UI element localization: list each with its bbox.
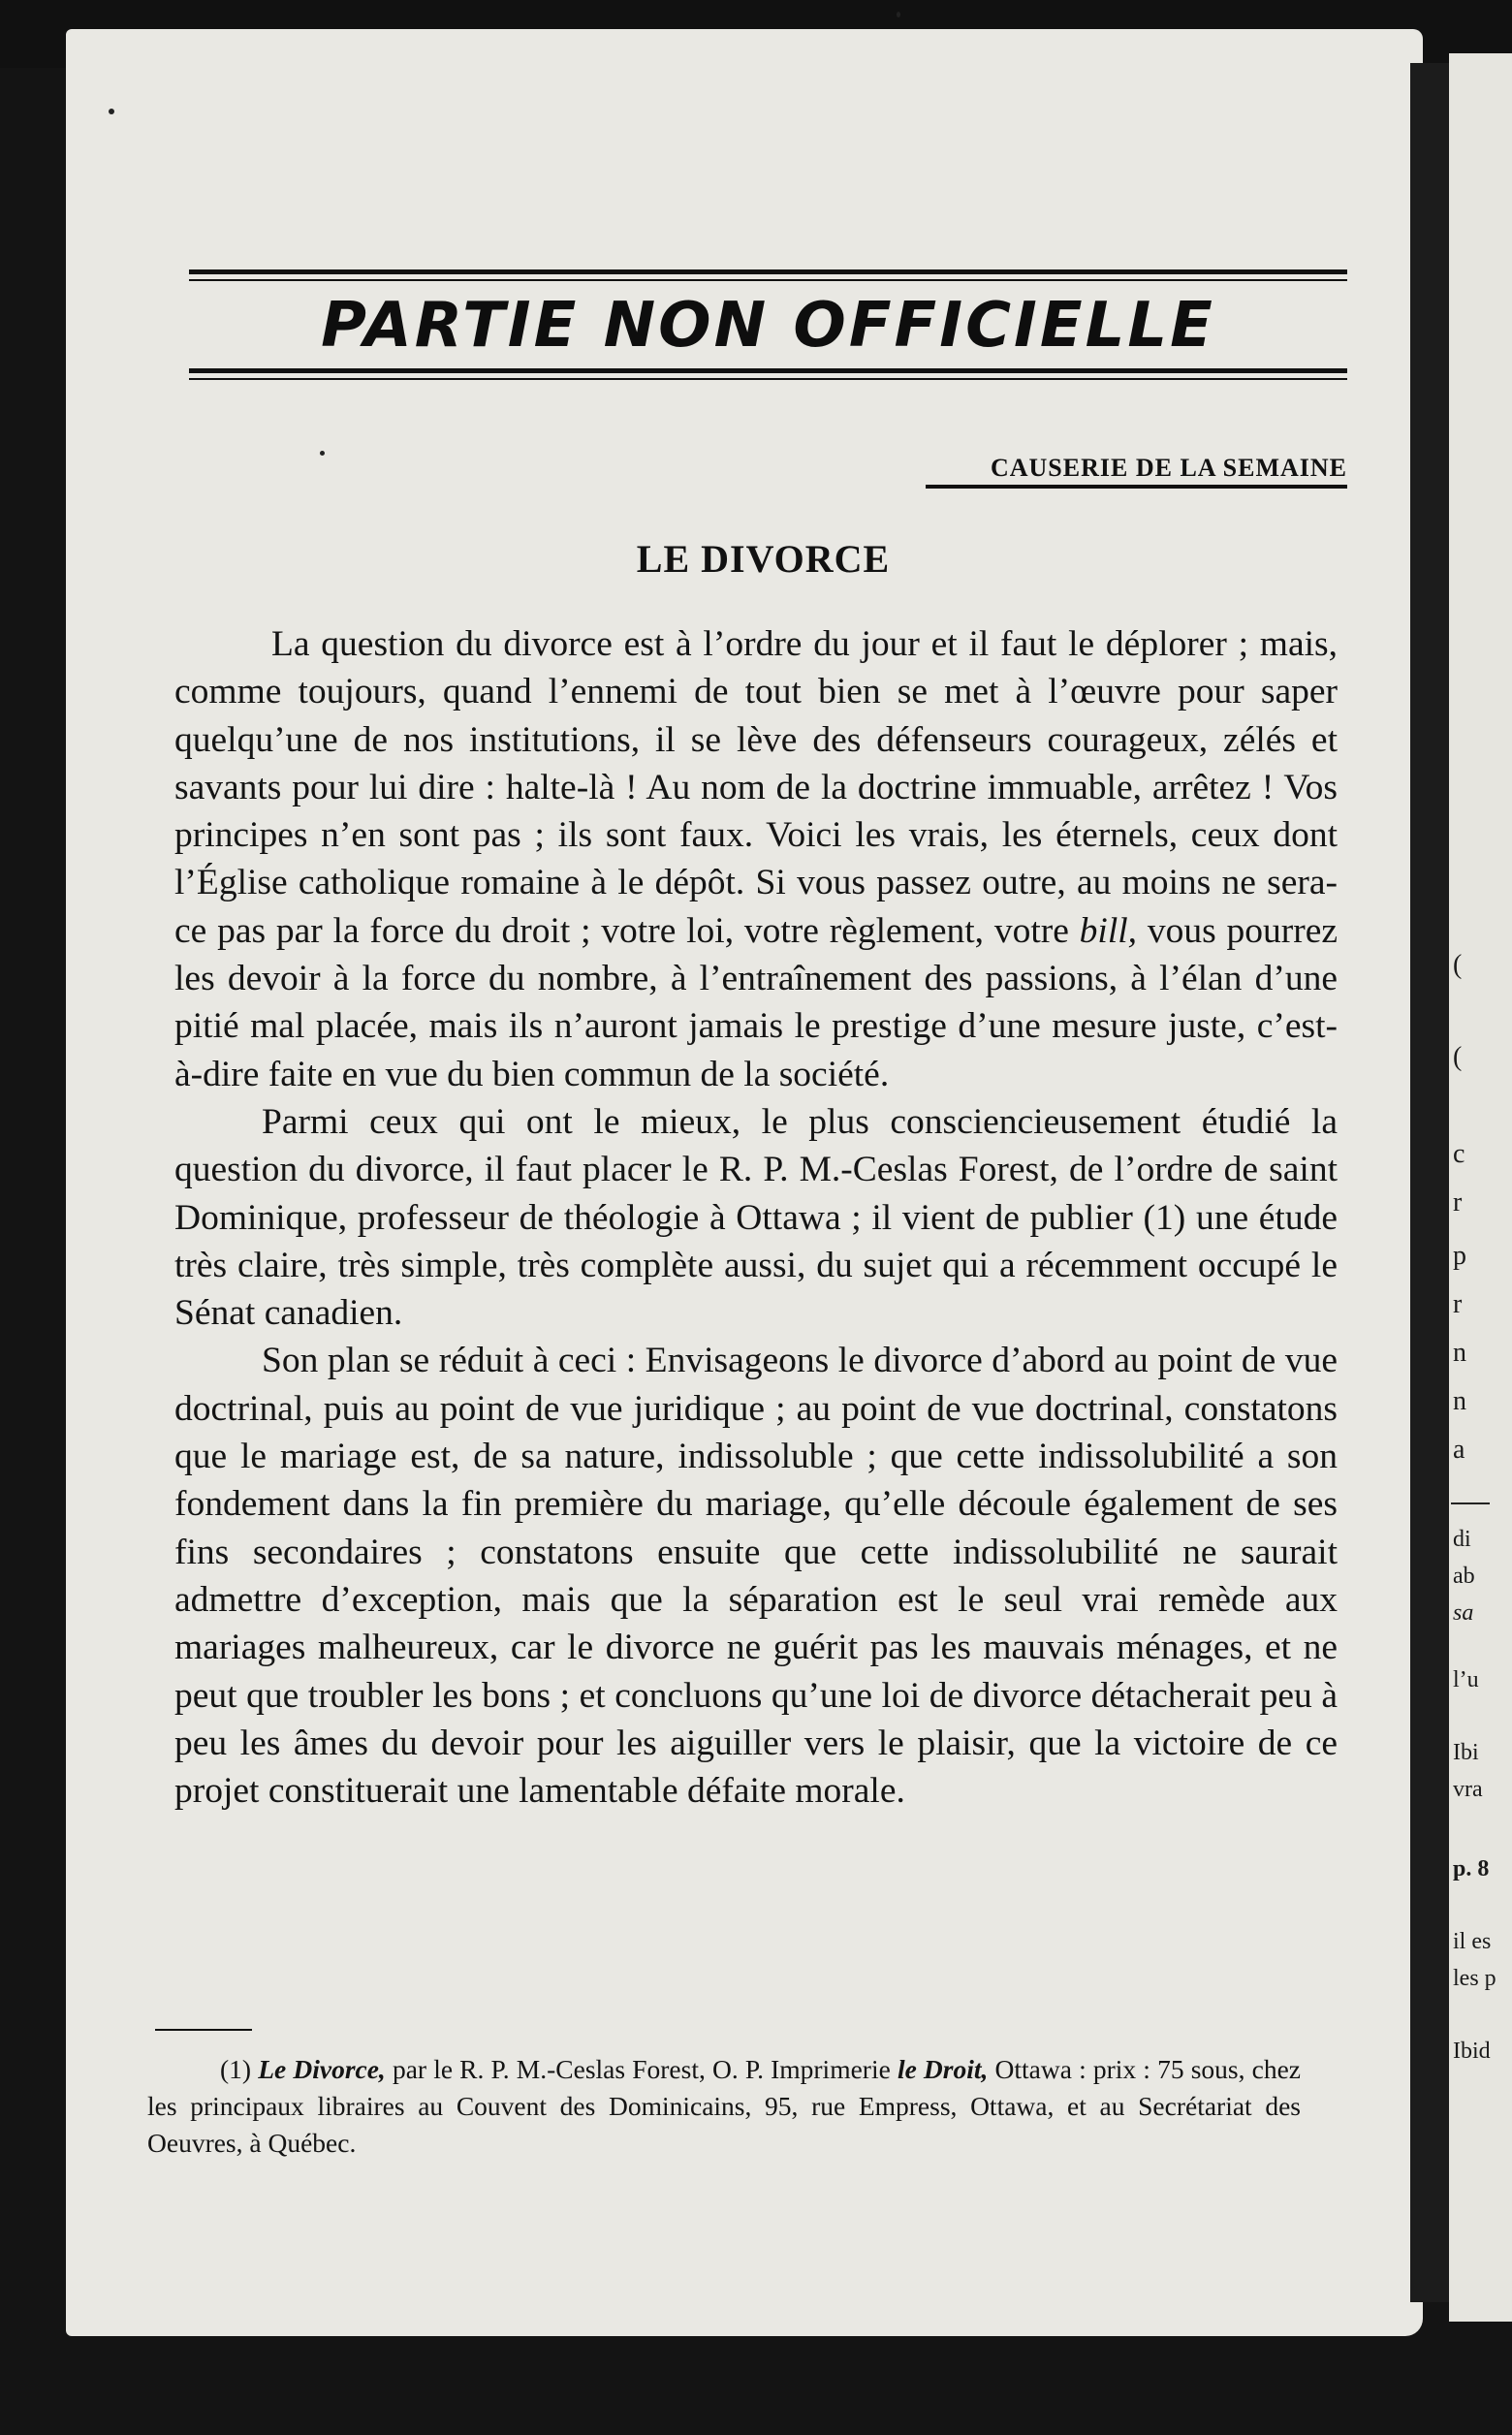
italic-term: bill, (1079, 910, 1138, 951)
article-title: LE DIVORCE (636, 537, 891, 581)
column-label: CAUSERIE DE LA SEMAINE (926, 454, 1347, 489)
adjacent-page-rule (1451, 1502, 1490, 1504)
adjacent-page-fragment: il es (1453, 1929, 1492, 1954)
adjacent-page-fragment: Ibi (1453, 1740, 1479, 1765)
adjacent-page-fragment: ( (1453, 950, 1463, 980)
section-title: PARTIE NON OFFICIELLE (321, 290, 1215, 362)
header-rule-bottom (189, 368, 1347, 380)
scan-speck (320, 451, 325, 456)
scan-speck (897, 12, 900, 17)
footnote-text-part: Ottawa : prix : 75 sous, chez les principaux libraires au Couvent des Dominicains, 95, rue Empress, Ottawa, et au Secrétariat des Oeuvres, à Québec. (147, 2054, 1301, 2158)
article-body (174, 620, 1338, 1815)
article-paragraph: Son plan se réduit à ceci : Envisageons le divorce d’abord au point de vue doctrinal, puis au point de vue juridique ; au point de vue doctrinal, constatons que le mariage est, de sa nature, indissoluble ; que cette indissolubilité a son fondement dans la fin première du mariage, qu’elle découle également de ses fins secondaires ; constatons ensuite que cette indissolubilité ne saurait admettre d’exception, mais que la séparation est le seul vrai remède aux mariages malheureux, car le divorce ne guérit pas les mauvais ménages, et ne peut que troubler les bons ; et concluons qu’une loi de divorce détacherait peu à peu les âmes du devoir pour les aiguiller vers le plaisir, que la victoire de ce projet constituerait une lamentable défaite morale. (174, 1341, 1338, 1812)
paragraph-text: vous pourrez les devoir à la force du nombre, à l’entraînement des passions, à l’élan d’une pitié mal placée, mais ils n’auront jamais le prestige d’une mesure juste, c’est-à-dire faite en vue du bien commun de la société. (174, 910, 1338, 1094)
adjacent-page-fragment: r (1453, 1289, 1463, 1319)
scan-speck (109, 109, 114, 114)
adjacent-page-fragment: p (1453, 1241, 1466, 1271)
footnote-text-part: par le R. P. M.-Ceslas Forest, O. P. Imprimerie (385, 2054, 898, 2084)
footnote-text (147, 2051, 1301, 2162)
adjacent-page-fragment: p. 8 (1453, 1856, 1490, 1882)
article-paragraph: Parmi ceux qui ont le mieux, le plus consciencieusement étudié la question du divorce, il faut placer le R. P. M.-Ceslas Forest, de l’ordre de saint Dominique, professeur de théologie à Ottawa ; il vient de publier (1) une étude très claire, très simple, très complète aussi, du sujet qui a récemment occupé le Sénat canadien. (174, 1101, 1338, 1334)
adjacent-page-fragment: ( (1453, 1042, 1463, 1072)
header-rule-top (189, 269, 1347, 281)
adjacent-page-fragment: a (1453, 1435, 1465, 1465)
adjacent-page-fragment: c (1453, 1139, 1465, 1169)
adjacent-page-fragment: l’u (1453, 1667, 1479, 1692)
book-gutter (1410, 63, 1449, 2302)
adjacent-page-fragment: n (1453, 1338, 1466, 1368)
adjacent-page-fragment: sa (1453, 1600, 1474, 1626)
footnote-marker: (1) (220, 2054, 252, 2084)
adjacent-page-fragment: vra (1453, 1777, 1483, 1802)
section-header (189, 269, 1347, 380)
adjacent-page-fragment: Ibid (1453, 2039, 1491, 2064)
footnote-book-title: Le Divorce, (258, 2054, 386, 2084)
adjacent-page-fragment: di (1453, 1527, 1471, 1552)
paragraph-text: La question du divorce est à l’ordre du jour et il faut le déplorer ; mais, comme toujours, quand l’ennemi de tout bien se met à l’œuvre pour saper quelqu’une de nos institutions, il se lève des défenseurs courageux, zélés et savants pour lui dire : halte-là ! Au nom de la doctrine immuable, arrêtez ! Vos principes n’en sont pas ; ils sont faux. Voici les vrais, les éternels, ceux dont l’Église catholique romaine à le dépôt. Si vous passez outre, au moins ne sera-ce pas par la force du droit ; votre loi, votre règlement, votre (174, 624, 1338, 951)
footnote (147, 2051, 1301, 2162)
adjacent-page-fragment: r (1453, 1187, 1463, 1218)
article-paragraph (174, 620, 1338, 1098)
footnote-separator (155, 2029, 252, 2031)
adjacent-page-fragment: n (1453, 1386, 1466, 1416)
adjacent-page-fragment: ab (1453, 1564, 1475, 1589)
footnote-publisher: le Droit, (897, 2054, 989, 2084)
adjacent-page-fragment: les p (1453, 1966, 1496, 1991)
adjacent-page (1449, 53, 1512, 2322)
